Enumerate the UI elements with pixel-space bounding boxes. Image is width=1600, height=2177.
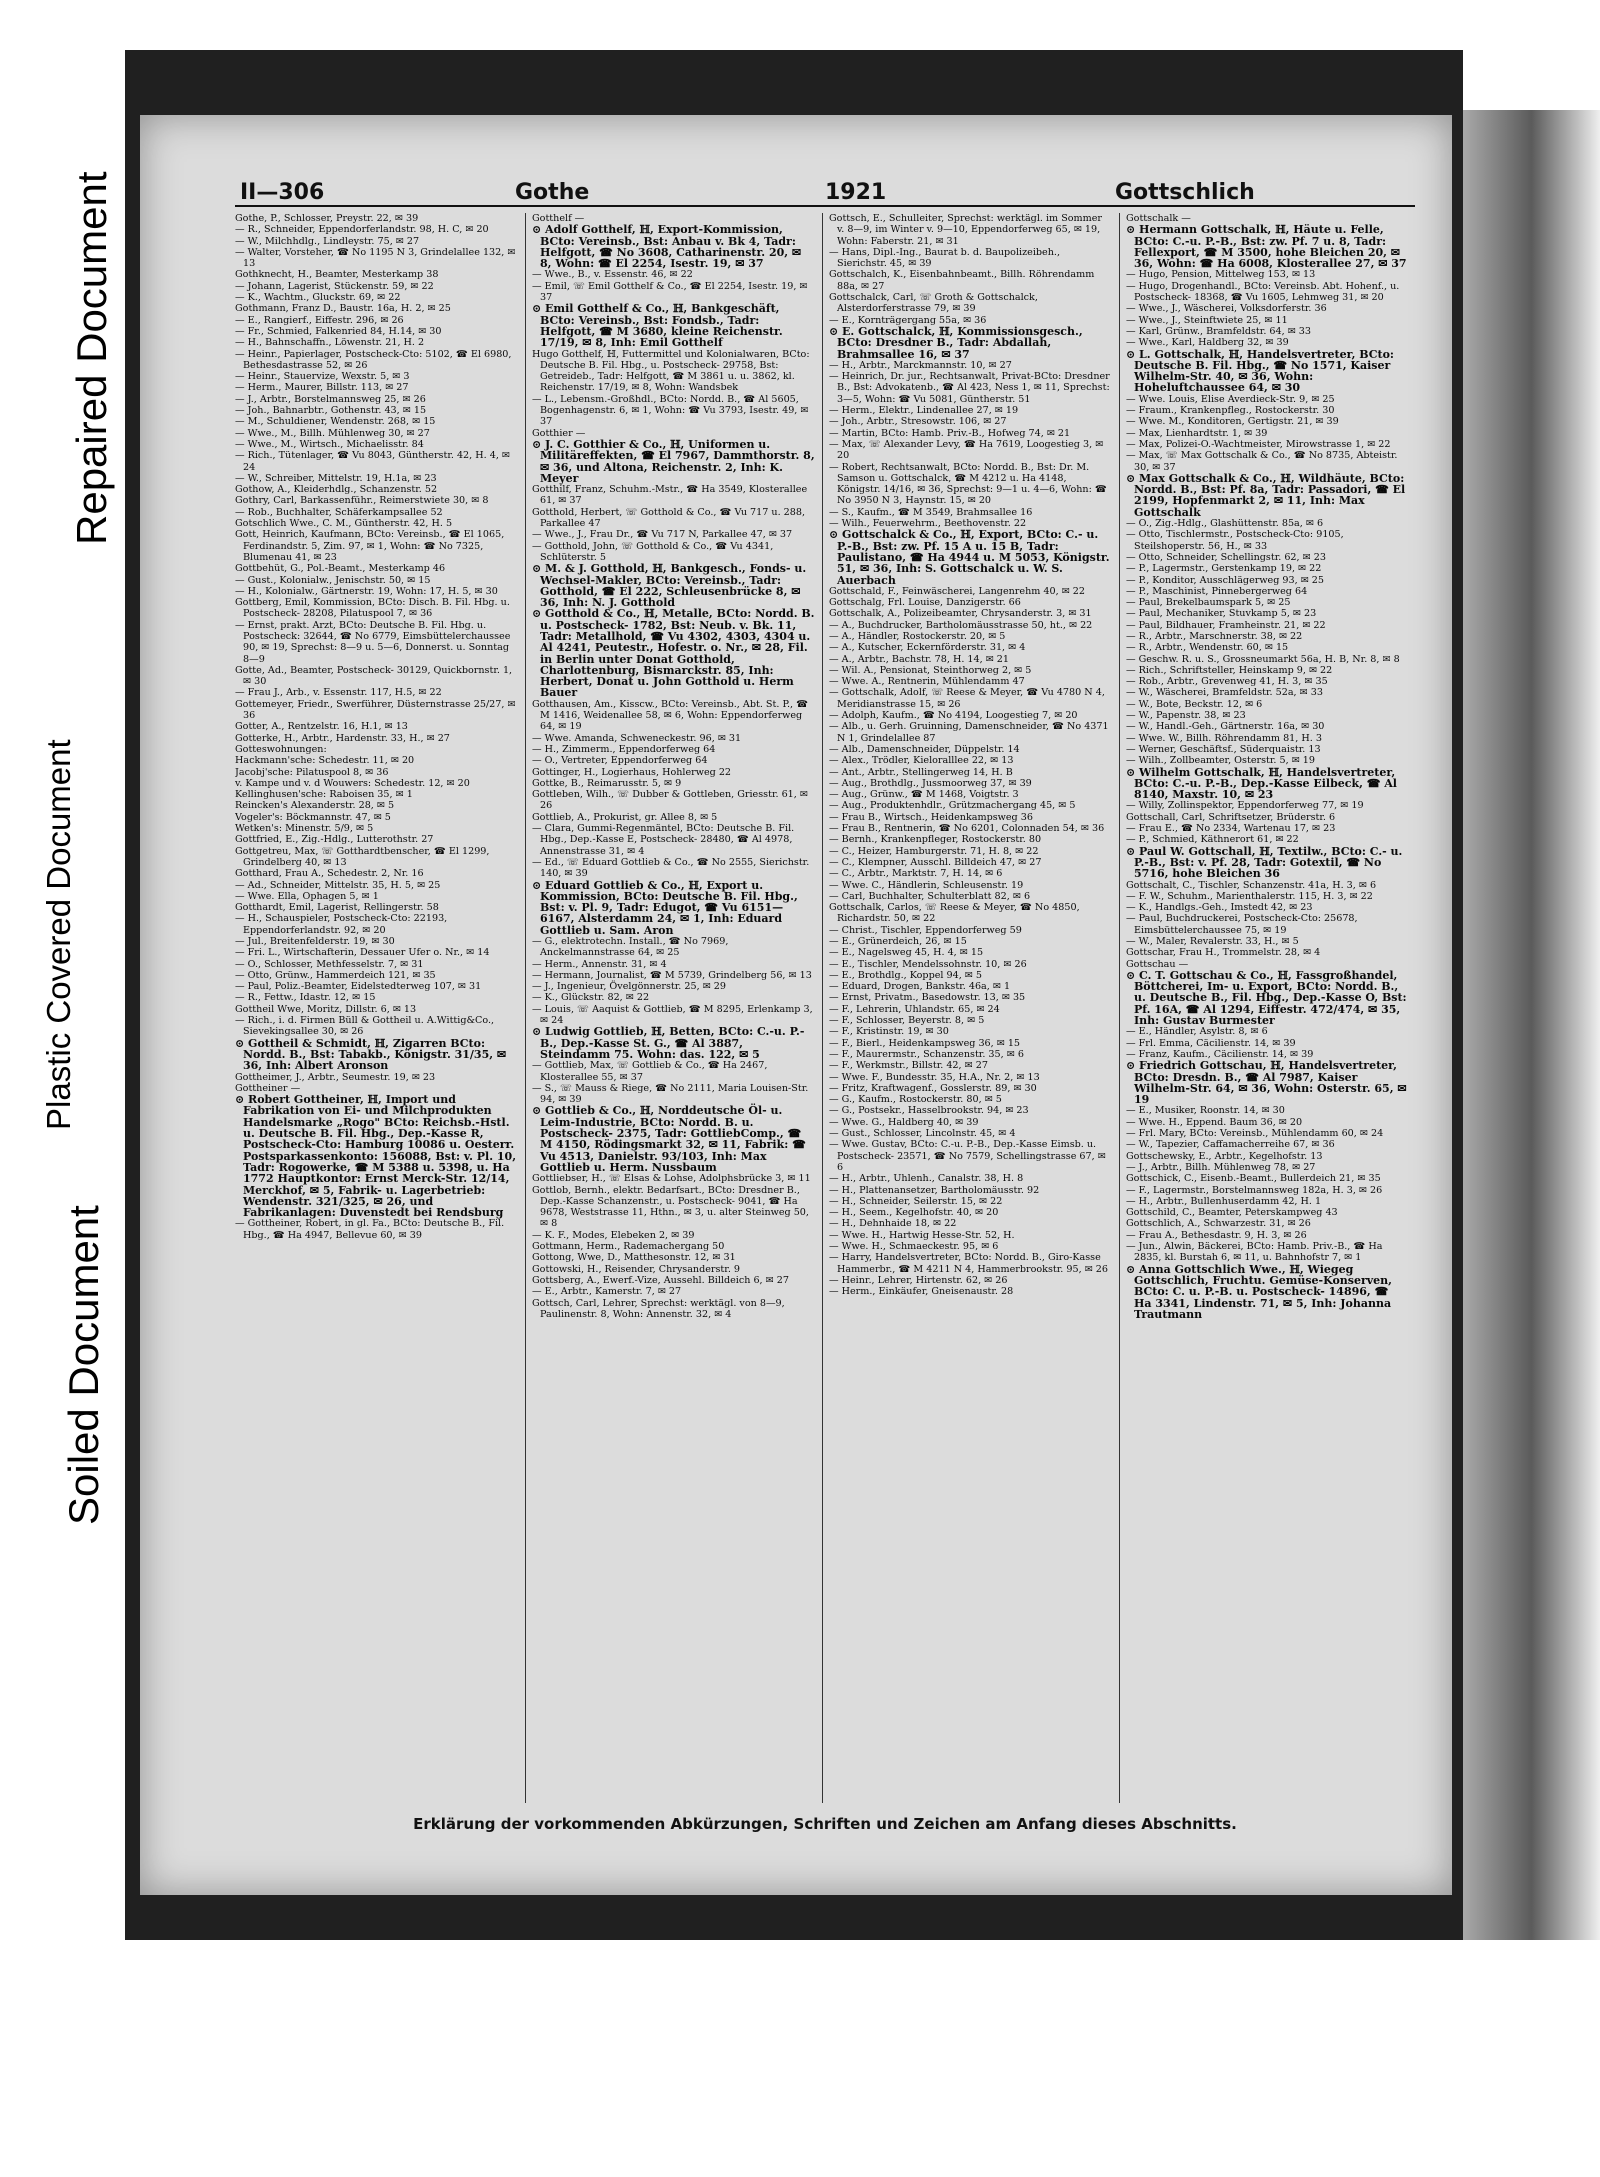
directory-entry: Gottschalch, K., Eisenbahnbeamt., Billh. Röhrendamm 88a, ✉ 27: [829, 269, 1095, 292]
directory-entry: — Ernst, prakt. Arzt, BCto: Deutsche B. Fil. Hbg. u. Postscheck: 32644, ☎ No 6779, Eimsbüttelerchaussee 90, ✉ 19, Sprechst: 8—9 u. 5—6, Donnerst. u. Sonntag 8—9: [235, 619, 511, 665]
directory-entry: — Johann, Lagerist, Stückenstr. 59, ✉ 22: [235, 280, 434, 292]
directory-entry: ⊙ Gottheil & Schmidt, ℍ, Zigarren BCto: Nordd. B., Bst: Tabakb., Königstr. 31/35, ✉ 36, Inh: Albert Aronson: [235, 1036, 507, 1073]
directory-entry: — Jul., Breitenfelderstr. 19, ✉ 30: [235, 936, 395, 947]
directory-entry: Jacobj'sche: Pilatuspool 8, ✉ 36: [235, 766, 389, 778]
directory-entry: — Max, Polizei-O.-Wachtmeister, Mirowstrasse 1, ✉ 22: [1126, 438, 1391, 450]
directory-entry: — Max, ☏ Max Gottschalk & Co., ☎ No 8735, Abteistr. 30, ✉ 37: [1126, 450, 1398, 473]
directory-entry: — P., Lagermstr., Gerstenkamp 19, ✉ 22: [1126, 563, 1322, 575]
directory-entry: — Aug., Produktenhdlr., Grützmachergang 45, ✉ 5: [829, 800, 1076, 812]
directory-entry: — Wwe., B., v. Essenstr. 46, ✉ 22: [532, 269, 693, 281]
directory-entry: Gottke, B., Reimarusstr. 5, ✉ 9: [532, 777, 682, 789]
directory-entry: — Aug., Grünw., ☎ M 1468, Voigtstr. 3: [829, 789, 1019, 801]
directory-entry: — K., Wachtm., Gluckstr. 69, ✉ 22: [235, 292, 401, 304]
directory-entry: Gottowski, H., Reisender, Chrysanderstr. 9: [532, 1263, 741, 1275]
column-4: [1126, 213, 1409, 1803]
directory-entry: ⊙ Hermann Gottschalk, ℍ, Häute u. Felle, BCto: C.-u. P.-B., Bst: zw. Pf. 7 u. 8, Tadr: Fellexport, ☎ M 3500, hohe Bleichen 20, ✉ 36, Wohn: ☎ Ha 6008, Klosterallee 27, ✉ 37: [1126, 223, 1407, 271]
directory-entry: — Rich., i. d. Firmen Büll & Gottheil u. A.Wittig&Co., Sievekingsallee 30, ✉ 26: [235, 1015, 495, 1038]
directory-entry: — E., Musiker, Roonstr. 14, ✉ 30: [1126, 1105, 1285, 1117]
directory-entry: — J., Ingenieur, Övelgönnerstr. 25, ✉ 29: [532, 981, 726, 993]
directory-entry: — S., Kaufm., ☎ M 3549, Brahmsallee 16: [829, 506, 1033, 518]
directory-entry: Gottgetreu, Max, ☏ Gotthardtbenscher, ☎ El 1299, Grindelberg 40, ✉ 13: [235, 845, 490, 868]
directory-entry: — Willy, Zollinspektor, Eppendorferweg 77, ✉ 19: [1126, 800, 1364, 812]
directory-entry: — Wwe., J., Steinftwiete 25, ✉ 11: [1126, 314, 1288, 326]
directory-entry: — Fritz, Kraftwagenf., Gosslerstr. 89, ✉ 30: [829, 1082, 1037, 1094]
directory-entry: — Wwe., J., Wäscherei, Volksdorferstr. 36: [1126, 303, 1327, 315]
directory-entry: — Ad., Schneider, Mittelstr. 35, H. 5, ✉ 25: [235, 879, 441, 891]
directory-entry: — Wwe. F., Bundesstr. 35, H.A., Nr. 2, ✉ 13: [829, 1071, 1040, 1083]
directory-entry: — Herm., Maurer, Billstr. 113, ✉ 27: [235, 382, 409, 394]
directory-entry: — Gottschalk, Adolf, ☏ Reese & Meyer, ☎ Vu 4780 N 4, Meridianstrasse 15, ✉ 26: [829, 687, 1105, 710]
directory-entry: Gottschick, C., Eisenb.-Beamt., Bullerdeich 21, ✉ 35: [1126, 1173, 1381, 1185]
directory-entry: — Rich., Schriftsteller, Heinskamp 9, ✉ 22: [1126, 664, 1333, 676]
directory-entry: — Wwe. Louis, Elise Averdieck-Str. 9, ✉ 25: [1126, 393, 1335, 405]
directory-entry: — Martin, BCto: Hamb. Priv.-B., Hofweg 74, ✉ 21: [829, 427, 1071, 439]
directory-entry: — H., Seem., Kegelhofstr. 40, ✉ 20: [829, 1207, 999, 1219]
directory-entry: — Frl. Mary, BCto: Vereinsb., Mühlendamm 60, ✉ 24: [1126, 1128, 1384, 1140]
directory-entry: — Frl. Emma, Cäcilienstr. 14, ✉ 39: [1126, 1037, 1296, 1049]
directory-entry: Gottliebser, H., ☏ Elsas & Lohse, Adolphsbrücke 3, ✉ 11: [532, 1173, 811, 1185]
directory-entry: — W., Wäscherei, Bramfeldstr. 52a, ✉ 33: [1126, 687, 1323, 699]
directory-entry: — Wwe. G., Haldberg 40, ✉ 39: [829, 1116, 979, 1128]
directory-entry: — Wwe., Karl, Haldberg 32, ✉ 39: [1126, 337, 1289, 349]
directory-entry: — J., Arbtr., Billh. Mühlenweg 78, ✉ 27: [1126, 1161, 1316, 1173]
directory-entry: ⊙ Eduard Gottlieb & Co., ℍ, Export u. Kommission, BCto: Deutsche B. Fil. Hbg., Bst: v. Pl. 9, Tadr: Edugot, ☎ Vu 6151—6167, Alsterdamm 24, ✉ 1, Inh: Eduard Gottlieb u. Sam. Aron: [532, 878, 798, 937]
directory-entry: — Wwe. H., Eppend. Baum 36, ✉ 20: [1126, 1116, 1303, 1128]
directory-entry: — Eduard, Drogen, Bankstr. 46a, ✉ 1: [829, 981, 1011, 993]
directory-entry: — Wwe. H., Hartwig Hesse-Str. 52, H.: [829, 1229, 1015, 1241]
directory-entry: — W., Schreiber, Mittelstr. 19, H.1a, ✉ 23: [235, 472, 437, 484]
directory-entry: — Jun., Alwin, Bäckerei, BCto: Hamb. Priv.-B., ☎ Ha 2835, kl. Burstah 6, ✉ 11, u. Bahnhofstr 7, ✉ 1: [1126, 1241, 1383, 1264]
directory-entry: ⊙ C. T. Gottschau & Co., ℍ, Fassgroßhandel, Böttcherei, Im- u. Export, BCto: Nordd. B., u. Deutsche B., Fil. Hbg., Dep.-Kasse O, Bst: Pf. 16A, ☎ Al 1294, Eiffestr. 472/474, ✉ 35, Inh: Gustav Burmester: [1126, 968, 1407, 1028]
directory-entry: ⊙ Max Gottschalk & Co., ℍ, Wildhäute, BCto: Nordd. B., Bst: Pf. 8a, Tadr: Passadori, ☎ El 2199, Hopfenmarkt 2, ✉ 11, Inh: Max Gottschalk: [1126, 471, 1406, 519]
directory-entry: — Wwe., M., Billh. Mühlenweg 30, ✉ 27: [235, 427, 430, 439]
directory-entry: — F., Kristinstr. 19, ✉ 30: [829, 1026, 949, 1038]
page-number: II—306: [240, 180, 325, 205]
directory-entry: ⊙ Emil Gotthelf & Co., ℍ, Bankgeschäft, BCto: Vereinsb., Bst: Fondsb., Tadr: Helfgott, ☎ M 3680, kleine Reichenstr. 17/19, ✉ 8, Inh: Emil Gotthelf: [532, 302, 783, 350]
directory-entry: — G., Postsekr., Hasselbrookstr. 94, ✉ 23: [829, 1105, 1029, 1117]
directory-entry: — E., Rangierf., Eiffestr. 296, ✉ 26: [235, 314, 404, 326]
directory-entry: Gottinger, H., Logierhaus, Hohlerweg 22: [532, 766, 732, 778]
directory-entry: ⊙ Anna Gottschlich Wwe., ℍ, Wiegeg Gottschlich, Fruchtu. Gemüse-Konserven, BCto: C. u. P.-B. u. Postscheck- 14896, ☎ Ha 3341, Lindenstr. 71, ✉ 5, Inh: Johanna Trautmann: [1126, 1262, 1392, 1321]
directory-entry: Gotthard, Frau A., Schedestr. 2, Nr. 16: [235, 868, 424, 880]
directory-entry: — Wwe. C., Händlerin, Schleusenstr. 19: [829, 879, 1024, 891]
directory-entry: Gotthold, Herbert, ☏ Gotthold & Co., ☎ Vu 717 u. 288, Parkallee 47: [532, 506, 806, 530]
directory-entry: Gottlieb, A., Prokurist, gr. Allee 8, ✉ 5: [532, 811, 718, 823]
directory-entry: — Paul, Brekelbaumspark 5, ✉ 25: [1126, 597, 1291, 609]
directory-entry: — Wwe. W., Billh. Röhrendamm 81, H. 3: [1126, 732, 1322, 744]
directory-entry: — Ed., ☏ Eduard Gottlieb & Co., ☎ No 2555, Sierichstr. 140, ✉ 39: [532, 856, 810, 880]
directory-entry: — Louis, ☏ Aaquist & Gottlieb, ☎ M 8295, Erlenkamp 3, ✉ 24: [532, 1003, 813, 1027]
directory-entry: Gottschall, Carl, Schriftsetzer, Brüderstr. 6: [1126, 811, 1336, 823]
directory-entry: ⊙ Robert Gottheiner, ℍ, Import und Fabrikation von Ei- und Milchprodukten Handelsmarke „Rogo" BCto: Reichsb.-Hstl. u. Deutsche B. Fil. Hbg., Dep.-Kasse R, Postscheck-Cto: Hamburg 10086 u. Oesterr. Postsparkassenkonto: 156088, Bst: v. Pl. 10, Tadr: Rogowerke, ☎ M 5388 u. 5398, u. Ha 1772 Hauptkontor: Ernst Merck-Str. 12/14, Merckhof, ✉ 5, Fabrik- u. Lagerbetrieb: Wendenstr. 321/325, ✉ 26, und Fabrikanlagen: Duvenstedt bei Rendsburg: [235, 1093, 517, 1220]
directory-entry: Gottsberg, A., Ewerf.-Vize, Aussehl. Billdeich 6, ✉ 27: [532, 1274, 789, 1286]
directory-entry: — M., Schuldiener, Wendenstr. 268, ✉ 15: [235, 416, 436, 428]
directory-entry: Gotthardt, Emil, Lagerist, Rellingerstr. 58: [235, 902, 439, 914]
directory-entry: — Fri. L., Wirtschafterin, Dessauer Ufer o. Nr., ✉ 14: [235, 947, 490, 959]
page-header: [235, 170, 1415, 210]
repaired-document-label: Repaired Document: [68, 171, 115, 545]
directory-entry: — G., elektrotechn. Install., ☎ No 7969, Anckelmannstrasse 64, ✉ 25: [532, 936, 729, 959]
directory-entry: — Wwe. Ella, Ophagen 5, ✉ 1: [235, 890, 379, 902]
directory-entry: — Otto, Schneider, Schellingstr. 62, ✉ 23: [1126, 551, 1326, 563]
directory-entry: — Hugo, Drogenhandl., BCto: Vereinsb. Abt. Hohenf., u. Postscheck- 18368, ☎ Vu 1605, Lehmweg 31, ✉ 20: [1126, 280, 1400, 304]
directory-entry: — Gust., Schlosser, Lincolnstr. 45, ✉ 4: [829, 1128, 1016, 1140]
directory-entry: — E., Brothdlg., Koppel 94, ✉ 5: [829, 969, 983, 981]
directory-entry: Gottschlich, A., Schwarzestr. 31, ✉ 26: [1126, 1218, 1311, 1230]
scan-corner: [1463, 50, 1600, 110]
directory-entry: Gottheil Wwe, Moritz, Dillstr. 6, ✉ 13: [235, 1003, 417, 1015]
directory-entry: Gotthilf, Franz, Schuhm.-Mstr., ☎ Ha 3549, Klosterallee 61, ✉ 37: [532, 484, 808, 507]
directory-entry: Gottschewsky, E., Arbtr., Kegelhofstr. 13: [1126, 1150, 1323, 1162]
directory-entry: — Fraum., Krankenpfleg., Rostockerstr. 30: [1126, 405, 1335, 417]
header-year: 1921: [825, 180, 887, 205]
directory-entry: — P., Schmied, Käthnerort 61, ✉ 22: [1126, 834, 1299, 846]
directory-entry: — R., Fettw., Idastr. 12, ✉ 15: [235, 992, 376, 1004]
directory-entry: — Herm., Einkäufer, Gneisenaustr. 28: [829, 1286, 1014, 1298]
directory-entry: — K. F., Modes, Elebeken 2, ✉ 39: [532, 1229, 695, 1241]
directory-entry: — Heinr., Stauervize, Wexstr. 5, ✉ 3: [235, 371, 410, 383]
directory-entry: Gothknecht, H., Beamter, Mesterkamp 38: [235, 269, 439, 281]
directory-entry: — Wwe., M., Wirtsch., Michaelisstr. 84: [235, 438, 424, 450]
directory-entry: — Frau B., Rentnerin, ☎ No 6201, Colonnaden 54, ✉ 36: [829, 823, 1105, 835]
directory-entry: ⊙ Paul W. Gottschall, ℍ, Textilw., BCto: C.- u. P.-B., Bst: v. Pf. 28, Tadr: Gotextil, ☎ No 5716, hohe Bleichen 36: [1126, 844, 1403, 881]
directory-entry: Gottmann, Herm., Rademachergang 50: [532, 1241, 725, 1253]
directory-entry: Gottbehüt, G., Pol.-Beamt., Mesterkamp 46: [235, 563, 446, 575]
directory-entry: ⊙ M. & J. Gotthold, ℍ, Bankgesch., Fonds- u. Wechsel-Makler, BCto: Vereinsb., Tadr: Gotthold, ☎ El 222, Schleusenbrücke 8, ✉ 36, Inh: N. J. Gotthold: [532, 562, 807, 610]
side-labels: [0, 0, 130, 2177]
directory-entry: Gottsch, Carl, Lehrer, Sprechst: werktägl. von 8—9, Paulinenstr. 8, Wohn: Annenstr. 32, ✉ 4: [532, 1297, 785, 1320]
directory-entry: — H., Kolonialw., Gärtnerstr. 19, Wohn: 17, H. 5, ✉ 30: [235, 585, 498, 597]
directory-entry: Kellinghusen'sche: Raboisen 35, ✉ 1: [235, 789, 413, 801]
directory-entry: Gothe, P., Schlosser, Preystr. 22, ✉ 39: [235, 213, 419, 224]
directory-entry: — R., Schneider, Eppendorferlandstr. 98, H. C, ✉ 20: [235, 224, 489, 236]
directory-entry: — Wwe., J., Frau Dr., ☎ Vu 717 N, Parkallee 47, ✉ 37: [532, 529, 793, 541]
columns: [235, 213, 1415, 1803]
directory-entry: — Wilh., Zollbeamter, Osterstr. 5, ✉ 19: [1126, 755, 1315, 767]
footer-note: Erklärung der vorkommenden Abkürzungen, Schriften und Zeichen am Anfang dieses Abschnitts.: [413, 1815, 1237, 1833]
directory-entry: ⊙ Gotthold & Co., ℍ, Metalle, BCto: Nordd. B. u. Postscheck- 1782, Bst: Neub. v. Bk. 11, Tadr: Metallhold, ☎ Vu 4302, 4303, 4304 u. Al 4241, Peutestr., Hofestr. o. Nr., ✉ 28, Fil. in Berlin unter Donat Gotthold, Charlottenburg, Bismarckstr. 85, Inh: Herbert, Donat u. John Gotthold u. Herm Bauer: [532, 607, 815, 700]
directory-entry: Gottschalk, Carlos, ☏ Reese & Meyer, ☎ No 4850, Richardstr. 50, ✉ 22: [829, 902, 1080, 925]
directory-entry: — Otto, Grünw., Hammerdeich 121, ✉ 35: [235, 969, 436, 981]
directory-entry: — Paul, Buchdruckerei, Postscheck-Cto: 25678, Eimsbüttelerchaussee 75, ✉ 19: [1126, 913, 1358, 936]
directory-entry: — Hermann, Journalist, ☎ M 5739, Grindelberg 56, ✉ 13: [532, 969, 812, 981]
directory-entry: — P., Maschinist, Pinnebergerweg 64: [1126, 585, 1308, 597]
directory-entry: — H., Arbtr., Bullenhuserdamm 42, H. 1: [1126, 1195, 1322, 1207]
directory-entry: Gotthausen, Am., Kisscw., BCto: Vereinsb., Abt. St. P., ☎ M 1416, Weidenallee 58, ✉ 6, Wohn: Eppendorferweg 64, ✉ 19: [532, 698, 809, 733]
directory-entry: — F., Bierl., Heidenkampsweg 36, ✉ 15: [829, 1037, 1021, 1049]
directory-page: [140, 115, 1452, 1895]
header-first-name: Gothe: [515, 180, 590, 205]
directory-entry: — Gottlieb, Max, ☏ Gottlieb & Co., ☎ Ha 2467, Klosterallee 55, ✉ 37: [532, 1060, 768, 1083]
directory-entry: — W., Papenstr. 38, ✉ 23: [1126, 710, 1246, 722]
directory-entry: — E., Arbtr., Kamerstr. 7, ✉ 27: [532, 1286, 682, 1298]
directory-entry: — Rich., Tütenlager, ☎ Vu 8043, Güntherstr. 42, H. 4, ✉ 24: [235, 450, 510, 473]
directory-entry: ⊙ Ludwig Gottlieb, ℍ, Betten, BCto: C.-u. P.-B., Dep.-Kasse St. G., ☎ Al 3887, Steindamm 75. Wohn: das. 122, ✉ 5: [532, 1025, 805, 1061]
header-last-name: Gottschlich: [1115, 180, 1255, 205]
directory-entry: ⊙ Friedrich Gottschau, ℍ, Handelsvertreter, BCto: Dresdn. B., ☎ Al 7987, Kaiser Wilhelm-Str. 64, ✉ 36, Wohn: Osterstr. 65, ✉ 19: [1126, 1059, 1407, 1107]
directory-entry: — Heinr., Lehrer, Hirtenstr. 62, ✉ 26: [829, 1274, 1008, 1286]
column-1: [235, 213, 518, 1803]
directory-entry: — Otto, Tischlermstr., Postscheck-Cto: 9105, Steilshoperstr. 56, H., ✉ 33: [1126, 529, 1344, 552]
directory-entry: Gotte, Ad., Beamter, Postscheck- 30129, Quickbornstr. 1, ✉ 30: [235, 664, 513, 688]
directory-entry: — A., Kutscher, Eckernförderstr. 31, ✉ 4: [829, 642, 1026, 654]
directory-entry: — Geschw. R. u. S., Grossneumarkt 56a, H. B, Nr. 8, ✉ 8: [1126, 653, 1400, 665]
directory-entry: — Frau B., Wirtsch., Heidenkampsweg 36: [829, 811, 1033, 823]
plastic-covered-document-label: Plastic Covered Document: [40, 739, 77, 1130]
directory-entry: Gottheimer, J., Arbtr., Seumestr. 19, ✉ 23: [235, 1071, 436, 1083]
directory-entry: — A., Arbtr., Bachstr. 78, H. 14, ✉ 21: [829, 653, 1010, 665]
directory-entry: ⊙ L. Gottschalk, ℍ, Handelsvertreter, BCto: Deutsche B. Fil. Hbg., ☎ No 1571, Kaiser Wilhelm-Str. 40, ✉ 36, Wohn: Hoheluftchaussee 64, ✉ 30: [1126, 347, 1394, 395]
directory-entry: — H., Arbtr., Marckmannstr. 10, ✉ 27: [829, 359, 1012, 371]
directory-entry: — Max, ☏ Alexander Levy, ☎ Ha 7619, Loogestieg 3, ✉ 20: [829, 438, 1104, 462]
directory-entry: — Wwe. H., Schmaeckestr. 95, ✉ 6: [829, 1241, 999, 1253]
directory-entry: — Franz, Kaufm., Cäcilienstr. 14, ✉ 39: [1126, 1048, 1314, 1060]
directory-entry: — Frau E., ☎ No 2334, Wartenau 17, ✉ 23: [1126, 823, 1336, 835]
directory-entry: Gotthier —: [532, 427, 586, 439]
directory-entry: — Alb., Damenschneider, Düppelstr. 14: [829, 743, 1020, 755]
directory-entry: Gotschlich Wwe., C. M., Güntherstr. 42, H. 5: [235, 518, 453, 530]
directory-entry: — Ernst, Privatm., Basedowstr. 13, ✉ 35: [829, 992, 1026, 1004]
directory-entry: Gottheiner —: [235, 1082, 301, 1094]
directory-entry: — G., Kaufm., Rostockerstr. 80, ✉ 5: [829, 1094, 1002, 1106]
column-divider: [822, 213, 823, 1803]
directory-entry: — Heinrich, Dr. jur., Rechtsanwalt, Privat-BCto: Dresdner B., Bst: Advokatenb., ☎ Al 423, Ness 1, ✉ 11, Sprechst: 3—5, Wohn: ☎ Vu 5081, Güntherstr. 51: [829, 371, 1110, 405]
directory-entry: — Walter, Vorsteher, ☎ No 1195 N 3, Grindelallee 132, ✉ 13: [235, 246, 516, 270]
directory-entry: — C., Klempner, Ausschl. Billdeich 47, ✉ 27: [829, 856, 1042, 868]
directory-entry: — Carl, Buchhalter, Schulterblatt 82, ✉ 6: [829, 890, 1031, 902]
directory-entry: — K., Glückstr. 82, ✉ 22: [532, 992, 650, 1004]
directory-entry: — Hugo, Pension, Mittelweg 153, ✉ 13: [1126, 269, 1316, 281]
directory-entry: — Robert, Rechtsanwalt, BCto: Nordd. B., Bst: Dr. M. Samson u. Gottschalck, ☎ M 4212 u. Ha 4148, Königstr. 14/16, ✉ 36, Sprechst: 9—1 u. 4—6, Wohn: ☎ No 3950 N 3, Haynstr. 15, ✉ 20: [829, 461, 1107, 507]
directory-entry: Gottschalk, A., Polizeibeamter, Chrysanderstr. 3, ✉ 31: [829, 608, 1092, 620]
directory-entry: Gottemeyer, Friedr., Swerführer, Düsternstrasse 25/27, ✉ 36: [235, 698, 516, 722]
directory-entry: v. Kampe und v. d Wouwers: Schedestr. 12, ✉ 20: [235, 777, 470, 789]
directory-entry: — Joh., Bahnarbtr., Gothenstr. 43, ✉ 15: [235, 405, 427, 417]
directory-entry: Gottsch, E., Schulleiter, Sprechst: werktägl. im Sommer v. 8—9, im Winter v. 9—10, Eppendorferweg 65, ✉ 19, Wohn: Faberstr. 21, ✉ 31: [829, 213, 1103, 247]
directory-entry: Reincken's Alexanderstr. 28, ✉ 5: [235, 800, 395, 812]
directory-entry: — Rob., Buchhalter, Schäferkampsallee 52: [235, 506, 443, 518]
directory-entry: — E., Nagelsweg 45, H. 4, ✉ 15: [829, 947, 984, 959]
directory-entry: — Heinr., Papierlager, Postscheck-Cto: 5102, ☎ El 6980, Bethesdastrasse 52, ✉ 26: [235, 348, 512, 371]
directory-entry: — Herm., Elektr., Lindenallee 27, ✉ 19: [829, 405, 1019, 417]
directory-entry: — Gotthold, John, ☏ Gotthold & Co., ☎ Vu 4341, Schlüterstr. 5: [532, 540, 774, 563]
directory-entry: — Karl, Grünw., Bramfeldstr. 64, ✉ 33: [1126, 325, 1312, 337]
directory-entry: — F., Schlosser, Beyerstr. 8, ✉ 5: [829, 1015, 985, 1027]
directory-entry: Gothry, Carl, Barkassenführ., Reimerstwiete 30, ✉ 8: [235, 495, 489, 507]
directory-entry: — Alb., u. Gerh. Gruinning, Damenschneider, ☎ No 4371 N 1, Grindelallee 87: [829, 721, 1109, 744]
directory-entry: Wetken's: Minenstr. 5/9, ✉ 5: [235, 823, 374, 835]
directory-entry: — P., Konditor, Ausschlägerweg 93, ✉ 25: [1126, 574, 1325, 586]
column-divider: [525, 213, 526, 1803]
directory-entry: — H., Bahnschaffn., Löwenstr. 21, H. 2: [235, 337, 425, 349]
directory-entry: — R., Arbtr., Marschnerstr. 38, ✉ 22: [1126, 630, 1303, 642]
directory-entry: — Paul, Poliz.-Beamter, Eidelstedterweg 107, ✉ 31: [235, 981, 482, 993]
directory-entry: ⊙ J. C. Gotthier & Co., ℍ, Uniformen u. Militäreffekten, ☎ El 7967, Dammthorstr. 8, ✉ 36, und Altona, Reichenstr. 2, Inh: K. Meyer: [532, 437, 815, 485]
directory-entry: — W., Milchhdlg., Lindleystr. 75, ✉ 27: [235, 235, 420, 247]
directory-entry: — W., Tapezier, Caffamacherreihe 67, ✉ 36: [1126, 1139, 1335, 1151]
directory-entry: — W., Maler, Revalerstr. 33, H., ✉ 5: [1126, 936, 1299, 947]
directory-entry: — A., Händler, Rostockerstr. 20, ✉ 5: [829, 630, 1006, 642]
directory-entry: — Ant., Arbtr., Stellingerweg 14, H. B: [829, 766, 1013, 778]
directory-entry: Hackmann'sche: Schedestr. 11, ✉ 20: [235, 755, 415, 767]
directory-entry: — C., Arbtr., Marktstr. 7, H. 14, ✉ 6: [829, 868, 1003, 880]
directory-entry: Gothow, A., Kleiderhdlg., Schanzenstr. 52: [235, 484, 438, 496]
directory-entry: — Paul, Bildhauer, Framheinstr. 21, ✉ 22: [1126, 619, 1326, 631]
directory-entry: Gotteswohnungen:: [235, 743, 327, 755]
directory-entry: — H., Dehnhaide 18, ✉ 22: [829, 1218, 957, 1230]
directory-entry: — Herm., Annenstr. 31, ✉ 4: [532, 958, 667, 970]
directory-entry: Gotter, A., Rentzelstr. 16, H.1, ✉ 13: [235, 721, 408, 733]
directory-entry: Gottschald, F., Feinwäscherei, Langenrehm 40, ✉ 22: [829, 585, 1085, 597]
directory-entry: — F., Werkmstr., Billstr. 42, ✉ 27: [829, 1060, 988, 1072]
directory-entry: — W., Handl.-Geh., Gärtnerstr. 16a, ✉ 30: [1126, 721, 1325, 733]
directory-entry: — F. W., Schuhm., Marienthalerstr. 115, H. 3, ✉ 22: [1126, 890, 1373, 902]
directory-entry: Gottong, Wwe, D., Matthesonstr. 12, ✉ 31: [532, 1252, 736, 1264]
soiled-document-label: Soiled Document: [60, 1205, 107, 1525]
directory-entry: — Wwe. Gustav, BCto: C.-u. P.-B., Dep.-Kasse Eimsb. u. Postscheck- 23571, ☎ No 7579, Schellingstrasse 67, ✉ 6: [829, 1139, 1106, 1173]
directory-entry: — Alex., Trödler, Kieloralllee 22, ✉ 13: [829, 755, 1014, 767]
directory-entry: Gottschar, Frau H., Trommelstr. 28, ✉ 4: [1126, 947, 1321, 959]
column-2: [532, 213, 815, 1803]
directory-entry: — Max, Lienhardtstr. 1, ✉ 39: [1126, 427, 1268, 439]
directory-entry: — Christ., Tischler, Eppendorferweg 59: [829, 924, 1022, 936]
directory-entry: — K., Handlgs.-Geh., Imstedt 42, ✉ 23: [1126, 902, 1313, 914]
directory-entry: — Clara, Gummi-Regenmäntel, BCto: Deutsche B. Fil. Hbg., Dep.-Kasse E, Postscheck- 28480, ☎ Al 4978, Annenstrasse 31, ✉ 4: [532, 823, 795, 857]
directory-entry: — O., Schlosser, Methfesselstr. 7, ✉ 31: [235, 958, 424, 970]
directory-entry: — J., Arbtr., Borstelmannsweg 25, ✉ 26: [235, 393, 426, 405]
directory-entry: — Werner, Geschäftsf., Süderquaistr. 13: [1126, 743, 1321, 755]
column-divider: [1119, 213, 1120, 1803]
directory-entry: — Emil, ☏ Emil Gotthelf & Co., ☎ El 2254, Isestr. 19, ✉ 37: [532, 280, 808, 304]
directory-entry: ⊙ Wilhelm Gottschalk, ℍ, Handelsvertreter, BCto: C.-u. P.-B., Dep.-Kasse Eilbeck, ☎ Al 8140, Maxstr. 10, ✉ 23: [1126, 765, 1397, 802]
directory-entry: ⊙ Gottschalck & Co., ℍ, Export, BCto: C.- u. P.-B., Bst: zw. Pf. 15 A u. 15 B, Tadr: Paulistano, ☎ Ha 4944 u. M 5053, Königstr. 51, ✉ 36, Inh: S. Gottschalck u. W. S. Auerbach: [829, 528, 1110, 587]
directory-entry: ⊙ E. Gottschalck, ℍ, Kommissionsgesch., BCto: Dresdner B., Tadr: Abdallah, Brahmsallee 16, ✉ 37: [829, 324, 1083, 361]
directory-entry: Vogeler's: Böckmannstr. 47, ✉ 5: [235, 811, 391, 823]
directory-entry: — L., Lebensm.-Großhdl., BCto: Nordd. B., ☎ Al 5605, Bogenhagenstr. 6, ✉ 1, Wohn: ☎ Vu 3793, Isestr. 49, ✉ 37: [532, 393, 809, 428]
directory-entry: Gottfried, E., Zig.-Hdlg., Lutterothstr. 27: [235, 834, 434, 846]
directory-entry: Gotthelf —: [532, 213, 585, 224]
directory-entry: Gottschalt, C., Tischler, Schanzenstr. 41a, H. 3, ✉ 6: [1126, 879, 1377, 891]
directory-entry: — Harry, Handelsvertreter, BCto: Nordd. B., Giro-Kasse Hammerbr., ☎ M 4211 N 4, Hammerbrookstr. 95, ✉ 26: [829, 1252, 1108, 1275]
directory-entry: ⊙ Adolf Gotthelf, ℍ, Export-Kommission, BCto: Vereinsb., Bst: Anbau v. Bk 4, Tadr: Helfgott, ☎ No 3608, Catharinenstr. 20, ✉ 8, Wohn: ☎ El 2254, Isestr. 19, ✉ 37: [532, 223, 802, 271]
directory-entry: — F., Maurermstr., Schanzenstr. 35, ✉ 6: [829, 1048, 1024, 1060]
directory-entry: — O., Zig.-Hdlg., Glashüttenstr. 85a, ✉ 6: [1126, 518, 1324, 530]
directory-entry: — Aug., Brothdlg., Jussmoorweg 37, ✉ 39: [829, 777, 1032, 789]
directory-entry: — A., Buchdrucker, Bartholomäusstrasse 50, ht., ✉ 22: [829, 619, 1093, 631]
directory-entry: — Gust., Kolonialw., Jenischstr. 50, ✉ 15: [235, 574, 431, 586]
directory-entry: — E., Kornträgergang 55a, ✉ 36: [829, 314, 987, 326]
directory-entry: Gott, Heinrich, Kaufmann, BCto: Vereinsb., ☎ El 1065, Ferdinandstr. 5, Zim. 97, ✉ 1, Wohn: ☎ No 7325, Blumenau 41, ✉ 23: [235, 529, 505, 563]
directory-entry: — O., Vertreter, Eppendorferweg 64: [532, 755, 708, 767]
directory-entry: Gottschau —: [1126, 958, 1189, 970]
directory-entry: — Bernh., Krankenpfleger, Rostockerstr. 80: [829, 834, 1042, 846]
directory-entry: — Frau A., Bethesdastr. 9, H. 3, ✉ 26: [1126, 1229, 1307, 1241]
directory-entry: — E., Händler, Asylstr. 8, ✉ 6: [1126, 1026, 1268, 1038]
directory-entry: — H., Schneider, Seilerstr. 15, ✉ 22: [829, 1195, 1003, 1207]
directory-entry: — H., Plattenansetzer, Bartholomäusstr. 92: [829, 1184, 1040, 1196]
directory-entry: Gottschalk —: [1126, 213, 1191, 224]
directory-entry: Gottleben, Wilh., ☏ Dubber & Gottleben, Griesstr. 61, ✉ 26: [532, 789, 808, 812]
directory-entry: — W., Bote, Beckstr. 12, ✉ 6: [1126, 698, 1263, 710]
directory-entry: Gotterke, H., Arbtr., Hardenstr. 33, H., ✉ 27: [235, 732, 450, 744]
directory-entry: — H., Schauspieler, Postscheck-Cto: 22193, Eppendorferlandstr. 92, ✉ 20: [235, 913, 448, 936]
column-3: [829, 213, 1112, 1803]
directory-entry: — Wwe. M., Konditoren, Gertigstr. 21, ✉ 39: [1126, 416, 1339, 428]
directory-entry: — Gottheiner, Robert, in gl. Fa., BCto: Deutsche B., Fil. Hbg., ☎ Ha 4947, Bellevue 60, ✉ 39: [235, 1218, 505, 1241]
directory-entry: — F., Lagermstr., Borstelmannsweg 182a, H. 3, ✉ 26: [1126, 1184, 1383, 1196]
scan-edge: [1463, 50, 1600, 1940]
directory-entry: — H., Zimmerm., Eppendorferweg 64: [532, 743, 716, 755]
directory-entry: — Wwe. A., Rentnerin, Mühlendamm 47: [829, 676, 1025, 688]
directory-entry: — H., Arbtr., Uhlenh., Canalstr. 38, H. 8: [829, 1173, 1024, 1185]
directory-entry: Gottlob, Bernh., elektr. Bedarfsart., BCto: Dresdner B., Dep.-Kasse Schanzenstr., u. Postscheck- 9041, ☎ Ha 9678, Weststrasse 11, Hthn., ✉ 3, u. alter Steinweg 50, ✉ 8: [532, 1184, 809, 1230]
directory-entry: Gottschalg, Frl. Louise, Danzigerstr. 66: [829, 597, 1021, 609]
directory-entry: Hugo Gotthelf, ℍ, Futtermittel und Kolonialwaren, BCto: Deutsche B. Fil. Hbg., u. Postscheck- 29758, Bst: Getreideb., Tadr: Helfgott, ☎ M 3861 u. u. 3862, kl. Reichenstr. 17/19, ✉ 8, Wohn: Wandsbek: [532, 348, 810, 394]
directory-entry: — F., Lehrerin, Uhlandstr. 65, ✉ 24: [829, 1003, 1000, 1015]
directory-entry: ⊙ Gottlieb & Co., ℍ, Norddeutsche Öl- u. Leim-Industrie, BCto: Nordd. B. u. Postscheck- 2375, Tadr: GottliebComp., ☎ M 4150, Rödingsmarkt 32, ✉ 11, Fabrik: ☎ Vu 4513, Danielstr. 93/103, Inh: Max Gottlieb u. Herm. Nussbaum: [532, 1104, 806, 1174]
directory-entry: — Rob., Arbtr., Grevenweg 41, H. 3, ✉ 35: [1126, 676, 1328, 688]
directory-entry: Gottschild, C., Beamter, Peterskampweg 43: [1126, 1207, 1338, 1219]
directory-entry: — Fr., Schmied, Falkenried 84, H.14, ✉ 30: [235, 325, 442, 337]
directory-entry: — Wwe. Amanda, Schweneckestr. 96, ✉ 31: [532, 732, 742, 744]
directory-entry: — Adolph, Kaufm., ☎ No 4194, Loogestieg 7, ✉ 20: [829, 710, 1078, 722]
directory-entry: — R., Arbtr., Wendenstr. 60, ✉ 15: [1126, 642, 1289, 654]
header-rule: [235, 205, 1415, 207]
directory-entry: — Wil. A., Pensionat, Steinthorweg 2, ✉ 5: [829, 664, 1032, 676]
directory-entry: — Paul, Mechaniker, Stuvkamp 5, ✉ 23: [1126, 608, 1317, 620]
directory-entry: — Frau J., Arb., v. Essenstr. 117, H.5, ✉ 22: [235, 687, 442, 699]
directory-entry: — Hans, Dipl.-Ing., Baurat b. d. Baupolizeibeh., Sierichstr. 45, ✉ 39: [829, 246, 1060, 270]
directory-entry: — C., Heizer, Hamburgerstr. 71, H. 8, ✉ 22: [829, 845, 1039, 857]
directory-entry: Gottschalck, Carl, ☏ Groth & Gottschalck, Alsterdorferstrasse 79, ✉ 39: [829, 292, 1038, 315]
directory-entry: Gottberg, Emil, Kommission, BCto: Disch. B. Fil. Hbg. u. Postscheck- 28208, Pilatuspool 7, ✉ 36: [235, 597, 510, 620]
directory-entry: — S., ☏ Mauss & Riege, ☎ No 2111, Maria Louisen-Str. 94, ✉ 39: [532, 1082, 809, 1106]
directory-entry: Gothmann, Franz D., Baustr. 16a, H. 2, ✉ 25: [235, 303, 451, 315]
directory-entry: — E., Grünerdeich, 26, ✉ 15: [829, 936, 967, 947]
directory-entry: — Joh., Arbtr., Stresowstr. 106, ✉ 27: [829, 416, 1007, 428]
directory-entry: — E., Tischler, Mendelssohnstr. 10, ✉ 26: [829, 958, 1027, 970]
directory-entry: — Wilh., Feuerwehrm., Beethovenstr. 22: [829, 518, 1027, 530]
